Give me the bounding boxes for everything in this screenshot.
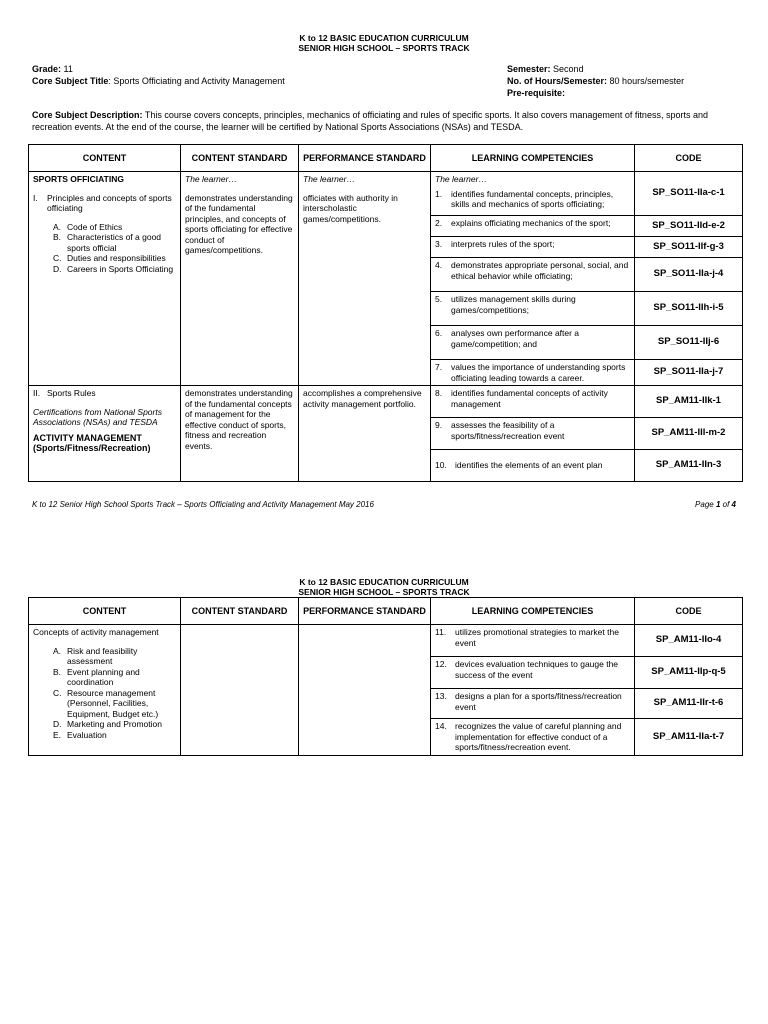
header-line1: K to 12 BASIC EDUCATION CURRICULUM <box>299 33 469 43</box>
competency-cell <box>431 172 635 216</box>
competency-text: designs a plan for a sports/fitness/recreation event <box>455 691 622 712</box>
competency-cell <box>431 258 635 292</box>
col-performance-standard: PERFORMANCE STANDARD <box>299 598 431 625</box>
topic-principles <box>33 193 176 214</box>
subtopic-item <box>33 730 176 741</box>
col-performance-standard: PERFORMANCE STANDARD <box>299 145 431 172</box>
content-standard-cell-1 <box>181 172 299 386</box>
performance-standard-text: officiates with authority in interscholastic games/competitions. <box>303 192 398 224</box>
subtopic-letter: D. <box>53 263 62 274</box>
title-label: Core Subject Title <box>32 76 109 86</box>
table-row <box>29 386 743 418</box>
competency-number: 10. <box>435 460 447 471</box>
certification-note: Certifications from National Sports Associations (NSAs) and TESDA <box>33 406 162 427</box>
competency-cell <box>431 657 635 689</box>
topic-number: II. <box>33 388 41 398</box>
subtopic-item <box>33 646 176 667</box>
competency-text: assesses the feasibility of a sports/fitness/recreation event <box>451 420 565 441</box>
curriculum-table-page2 <box>28 597 743 756</box>
col-code: CODE <box>635 598 743 625</box>
col-content: CONTENT <box>29 145 181 172</box>
footer-page-num: 1 <box>715 500 721 509</box>
competency-number: 1. <box>435 188 443 199</box>
grade-label: Grade: <box>32 64 62 74</box>
performance-standard-cell-page2 <box>299 625 431 756</box>
competency-number: 11. <box>435 627 447 637</box>
header-line2: SENIOR HIGH SCHOOL – SPORTS TRACK <box>298 43 470 53</box>
content-cell-section1 <box>29 172 181 386</box>
topic-text: Concepts of activity management <box>33 627 159 637</box>
subtopic-letter: A. <box>53 221 62 232</box>
subject-description <box>32 109 742 133</box>
performance-standard-cell-1 <box>299 172 431 386</box>
competency-text: analyses own performance after a game/competition; and <box>451 328 580 349</box>
content-standard-text: demonstrates understanding of the fundamental principles, and concepts of sports officiating for effective conduct of games/competitions. <box>185 192 293 255</box>
content-cell-section2 <box>29 386 181 482</box>
competency-cell <box>431 292 635 326</box>
hours-line <box>507 75 684 87</box>
performance-standard-cell-2: accomplishes a comprehensive activity management portfolio. <box>299 386 431 482</box>
competency-cell <box>431 360 635 386</box>
code-cell: SP_AM11-IIk-1 <box>635 386 743 418</box>
competency-number: 6. <box>435 328 443 338</box>
subtopic-text: Careers in Sports Officiating <box>67 263 174 274</box>
hours-label: No. of Hours/Semester: <box>507 76 608 86</box>
topic-text: Sports Rules <box>47 388 96 398</box>
competency-cell <box>431 625 635 657</box>
competency-text: identifies the elements of an event plan <box>455 460 603 471</box>
col-content-standard: CONTENT STANDARD <box>181 145 299 172</box>
prereq-label: Pre-requisite: <box>507 88 566 98</box>
competency-number: 4. <box>435 260 443 270</box>
table-row <box>29 172 743 216</box>
code-cell: SP_SO11-IIa-j-4 <box>635 258 743 292</box>
description-label: Core Subject Description: <box>32 110 143 120</box>
subtopic-letter: C. <box>53 687 62 698</box>
semester-label: Semester: <box>507 64 551 74</box>
subtopic-letter: C. <box>53 253 62 263</box>
subtopic-item <box>33 667 176 688</box>
competency-cell <box>431 326 635 360</box>
competency-cell <box>431 216 635 237</box>
col-content-standard: CONTENT STANDARD <box>181 598 299 625</box>
competency-cell <box>431 719 635 756</box>
learner-label: The learner… <box>185 174 237 184</box>
footer-page-number <box>695 500 736 509</box>
subtopic-letter: B. <box>53 232 62 242</box>
competency-number: 7. <box>435 362 443 372</box>
subtopic-text: Code of Ethics <box>67 221 123 232</box>
header-line1: K to 12 BASIC EDUCATION CURRICULUM <box>299 577 469 587</box>
code-cell: SP_AM11-IIo-4 <box>635 625 743 657</box>
topic-sports-rules <box>33 388 176 399</box>
subtopic-text: Risk and feasibility assessment <box>67 645 138 666</box>
competency-cell <box>431 237 635 258</box>
grade-value: 11 <box>63 64 73 74</box>
competency-text: interprets rules of the sport; <box>451 239 555 249</box>
curriculum-table-page1 <box>28 144 743 482</box>
prereq-line <box>507 87 565 99</box>
competency-text: identifies fundamental concepts, principles, skills and mechanics of sports officiating; <box>451 188 614 209</box>
content-standard-cell-2: demonstrates understanding of the fundamental concepts of management for the effective conduct of sports, fitness and recreation events. <box>181 386 299 482</box>
code-cell: SP_AM11-IIa-t-7 <box>635 719 743 756</box>
competency-text: identifies fundamental concepts of activity management <box>451 388 608 409</box>
topic-number: I. <box>33 192 38 203</box>
code-cell: SP_SO11-IIh-i-5 <box>635 292 743 326</box>
col-content: CONTENT <box>29 598 181 625</box>
competency-text: devices evaluation techniques to gauge the success of the event <box>455 659 619 680</box>
subtopic-text: Duties and responsibilities <box>67 253 166 263</box>
grade-line <box>32 63 73 75</box>
topic-text: Principles and concepts of sports officiating <box>47 192 172 213</box>
code-cell: SP_AM11-IIn-3 <box>635 450 743 482</box>
competency-cell <box>431 689 635 719</box>
semester-value: Second <box>553 64 584 74</box>
learner-label: The learner… <box>303 174 355 184</box>
code-cell: SP_AM11-IIr-t-6 <box>635 689 743 719</box>
hours-value: 80 hours/semester <box>609 76 685 86</box>
code-cell: SP_AM11-IIp-q-5 <box>635 657 743 689</box>
subtopic-item <box>33 222 176 233</box>
section-heading-activity-management: ACTIVITY MANAGEMENT (Sports/Fitness/Recreation) <box>33 432 151 453</box>
footer-page-total: 4 <box>731 500 736 509</box>
subtopic-text: Characteristics of a good sports official <box>67 232 162 253</box>
title-value: : Sports Officiating and Activity Management <box>108 76 285 86</box>
competency-text: utilizes promotional strategies to market the event <box>455 627 619 648</box>
subtopic-text: Evaluation <box>67 729 107 740</box>
competency-number: 12. <box>435 659 447 669</box>
competency-text: recognizes the value of careful planning and implementation for effective conduct of a sports/fitness/recreation event. <box>455 721 622 752</box>
code-cell: SP_SO11-IIf-g-3 <box>635 237 743 258</box>
competency-text: values the importance of understanding sports officiating leading towards a career. <box>451 362 626 383</box>
competency-number: 2. <box>435 218 443 228</box>
competency-cell <box>431 450 635 482</box>
competency-text: utilizes management skills during games/competitions; <box>451 294 576 315</box>
description-text: This course covers concepts, principles, mechanics of officiating and rules of specific sports. It also covers management of fitness, sports and recreation events. At the end of the course, the learner will be certified by National Sports Associations (NSAs) and TESDA. <box>32 110 708 132</box>
col-learning-competencies: LEARNING COMPETENCIES <box>431 598 635 625</box>
col-learning-competencies: LEARNING COMPETENCIES <box>431 145 635 172</box>
table-row <box>29 625 743 657</box>
competency-number: 13. <box>435 691 447 701</box>
code-cell: SP_SO11-IIj-6 <box>635 326 743 360</box>
code-cell: SP_SO11-IIa-j-7 <box>635 360 743 386</box>
competency-number: 8. <box>435 388 443 398</box>
section-heading-officiating: SPORTS OFFICIATING <box>33 174 124 184</box>
footer-of-word: of <box>722 500 730 509</box>
subtopic-item <box>33 688 176 720</box>
curriculum-header <box>0 33 768 53</box>
subtopic-text: Marketing and Promotion <box>67 719 162 729</box>
subtopic-item <box>33 253 176 264</box>
footer-page-word: Page <box>695 500 714 509</box>
col-code: CODE <box>635 145 743 172</box>
competency-cell <box>431 418 635 450</box>
competency-number: 3. <box>435 239 443 249</box>
title-line <box>32 75 285 87</box>
learner-label: The learner… <box>435 174 487 184</box>
semester-line <box>507 63 584 75</box>
subtopic-letter: B. <box>53 666 62 677</box>
subtopic-item <box>33 719 176 730</box>
code-cell: SP_SO11-IIa-c-1 <box>635 172 743 216</box>
competency-text: demonstrates appropriate personal, social, and ethical behavior while officiating; <box>451 260 629 281</box>
code-cell: SP_SO11-IId-e-2 <box>635 216 743 237</box>
code-cell: SP_AM11-IIl-m-2 <box>635 418 743 450</box>
competency-number: 14. <box>435 721 447 731</box>
subtopic-letter: D. <box>53 719 62 729</box>
subtopic-letter: E. <box>53 729 62 740</box>
subtopic-text: Event planning and coordination <box>67 666 140 687</box>
subtopic-item <box>33 232 176 253</box>
subtopic-letter: A. <box>53 645 62 656</box>
competency-number: 9. <box>435 420 443 430</box>
curriculum-header-page2 <box>0 577 768 597</box>
header-line2: SENIOR HIGH SCHOOL – SPORTS TRACK <box>298 587 470 597</box>
subtopic-item <box>33 264 176 275</box>
content-cell-page2 <box>29 625 181 756</box>
table-header-row <box>29 145 743 172</box>
table-header-row <box>29 598 743 625</box>
content-standard-cell-page2 <box>181 625 299 756</box>
competency-text: explains officiating mechanics of the sport; <box>451 218 611 228</box>
competency-cell <box>431 386 635 418</box>
competency-number: 5. <box>435 294 443 304</box>
footer-left: K to 12 Senior High School Sports Track – Sports Officiating and Activity Management May 2016 <box>32 500 374 509</box>
subtopic-text: Resource management (Personnel, Facilities, Equipment, Budget etc.) <box>67 687 159 719</box>
